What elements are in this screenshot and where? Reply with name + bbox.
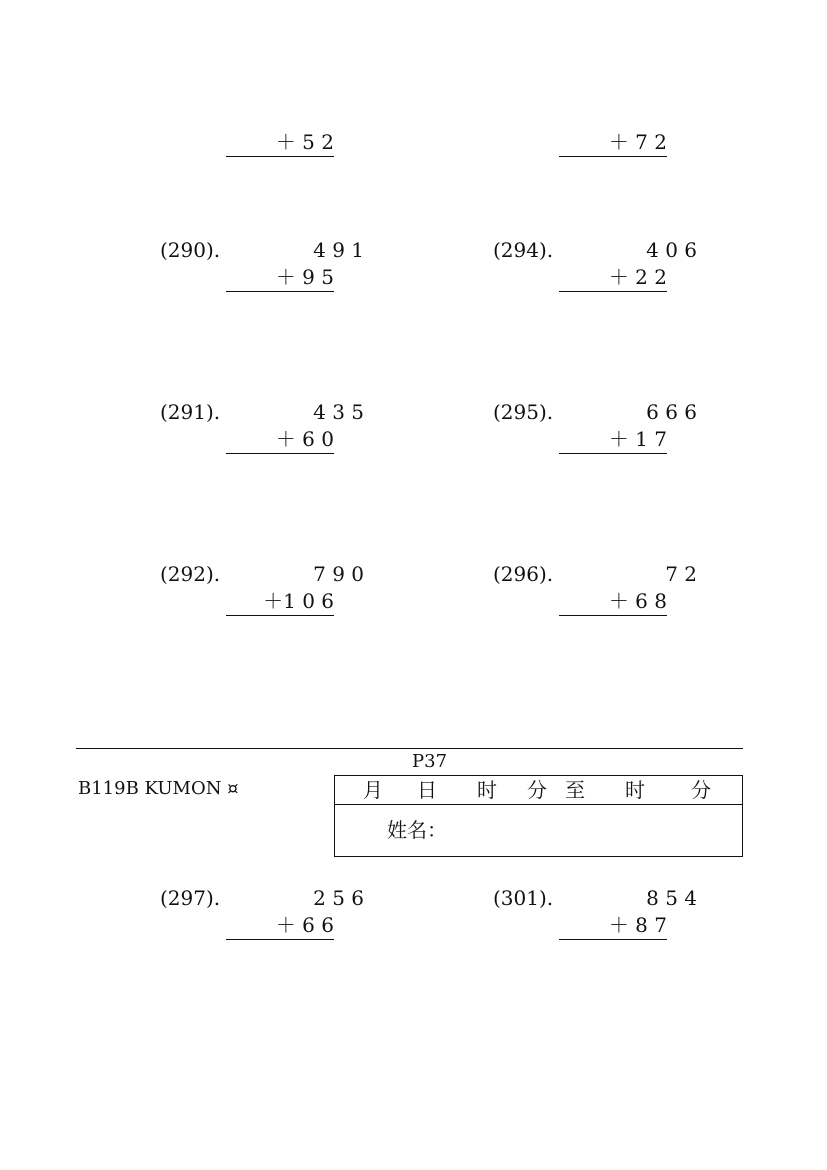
addend-bottom: ＋1 0 6 xyxy=(226,587,334,616)
addend-bottom: ＋ 5 2 xyxy=(226,128,334,157)
time-row xyxy=(335,776,742,805)
addend-bottom: ＋ 6 6 xyxy=(226,911,334,940)
worksheet-code: B119B KUMON ¤ xyxy=(78,778,239,799)
info-box xyxy=(334,775,743,857)
addend-top: 6 6 6 xyxy=(646,400,697,424)
addend-bottom: ＋ 7 2 xyxy=(559,128,667,157)
addend-top: 7 9 0 xyxy=(313,562,364,586)
addend-bottom: ＋ 2 2 xyxy=(559,263,667,292)
hour-label: 时 xyxy=(477,778,497,802)
problem-number: (294). xyxy=(493,238,554,262)
addend-bottom: ＋ 6 8 xyxy=(559,587,667,616)
page-number: P37 xyxy=(412,751,448,772)
addend-bottom: ＋ 6 0 xyxy=(226,425,334,454)
problem-number: (301). xyxy=(493,886,554,910)
problem-number: (296). xyxy=(493,562,554,586)
day-label: 日 xyxy=(417,778,437,802)
page-divider xyxy=(76,748,743,749)
addend-top: 4 9 1 xyxy=(313,238,364,262)
name-label: 姓名： xyxy=(387,818,447,842)
problem-number: (290). xyxy=(160,238,221,262)
addend-top: 2 5 6 xyxy=(313,886,364,910)
problem-number: (297). xyxy=(160,886,221,910)
addend-bottom: ＋ 1 7 xyxy=(559,425,667,454)
minute-label-2: 分 xyxy=(691,778,711,802)
hour-label-2: 时 xyxy=(625,778,645,802)
problem-number: (295). xyxy=(493,400,554,424)
addend-bottom: ＋ 9 5 xyxy=(226,263,334,292)
addend-top: 7 2 xyxy=(665,562,697,586)
problem-number: (292). xyxy=(160,562,221,586)
addend-top: 4 0 6 xyxy=(646,238,697,262)
minute-label: 分 xyxy=(527,778,547,802)
addend-top: 4 3 5 xyxy=(313,400,364,424)
addend-bottom: ＋ 8 7 xyxy=(559,911,667,940)
to-label: 至 xyxy=(565,778,585,802)
addend-top: 8 5 4 xyxy=(646,886,697,910)
problem-number: (291). xyxy=(160,400,221,424)
month-label: 月 xyxy=(363,778,383,802)
